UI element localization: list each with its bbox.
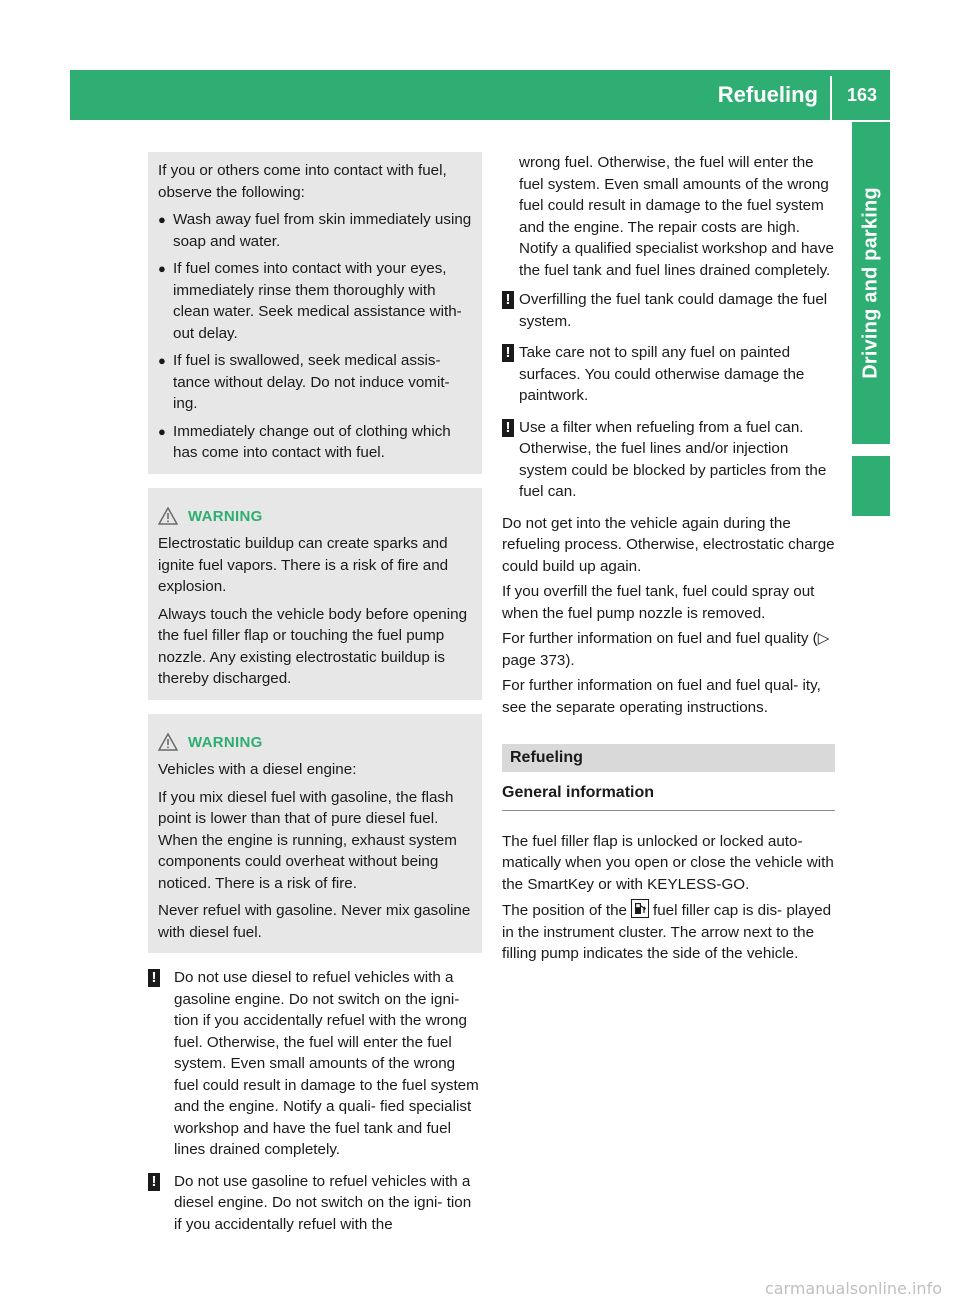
note-text: Do not use gasoline to refuel vehicles with a diesel engine. Do not switch on the igni- tion if you accidentally refuel with the [174, 1172, 472, 1233]
section-title: Refueling [502, 744, 835, 772]
list-item: ● If fuel comes into contact with your eyes, immediately rinse them thoroughly with clean water. Seek medical assistance with- out delay. [158, 260, 462, 342]
chapter-tab-label [852, 122, 890, 444]
note-overfilling [502, 289, 835, 332]
warning-heading [158, 506, 472, 528]
watermark: carmanualsonline.info [764, 1279, 942, 1298]
exclamation-icon: ! [502, 344, 514, 362]
note-text: Overfilling the fuel tank could damage the fuel system. [519, 291, 828, 330]
list-item: ● Immediately change out of clothing which has come into contact with fuel. [158, 422, 451, 461]
page-reference-link[interactable]: page 373 [502, 651, 566, 669]
bullet-icon: ● [158, 423, 166, 439]
note-diesel-in-gasoline [148, 967, 482, 1161]
warning-text: Never refuel with gasoline. Never mix gasoline with diesel fuel. [158, 902, 471, 941]
note-gasoline-in-diesel [148, 1171, 482, 1236]
warning-diesel-box [148, 714, 482, 954]
warning-title: WARNING [188, 507, 263, 525]
page-number: 163 [846, 85, 878, 105]
chapter-tab-text: Driving and parking [859, 187, 882, 379]
left-column [148, 152, 482, 1245]
fuel-contact-list [158, 209, 472, 464]
note-text: Do not use diesel to refuel vehicles with a gasoline engine. Do not switch on the igni- tion if you accidentally refuel with the wrong fuel. Otherwise, the fuel will enter the fuel system. Even small amounts of the wrong fuel could result in damage to the fuel system and the engine. Notify a quali- fied specialist workshop and have the fuel tank and fuel lines drained completely. [174, 969, 479, 1158]
header-divider [830, 76, 832, 120]
note-text: Take care not to spill any fuel on painted surfaces. You could otherwise damage the paintwork. [519, 344, 805, 404]
arrow-icon: ▷ [817, 630, 830, 647]
exclamation-icon: ! [502, 291, 514, 309]
note-text: Use a filter when refueling from a fuel can. Otherwise, the fuel lines and/or injection system could be blocked by particles from the fuel can. [519, 418, 827, 500]
bullet-icon: ● [158, 353, 166, 368]
exclamation-icon: ! [502, 419, 514, 437]
paragraph: Do not get into the vehicle again during the refueling process. Otherwise, electrostatic charge could build up again. [502, 514, 835, 575]
list-item: ● Wash away fuel from skin immediately using soap and water. [158, 211, 472, 250]
warning-heading [158, 732, 472, 754]
warning-triangle-icon [158, 507, 178, 525]
warning-text: If you mix diesel fuel with gasoline, the flash point is lower than that of pure diesel fuel. When the engine is running, exhaust system components could overheat without being noticed. There is a risk of fire. [158, 788, 457, 892]
exclamation-icon: ! [148, 969, 160, 987]
warning-electrostatic-box [148, 488, 482, 700]
fuel-pump-icon [631, 899, 649, 918]
paragraph: The fuel filler flap is unlocked or locked auto- matically when you open or close the vehicle with the SmartKey or with KEYLESS-GO. [502, 832, 834, 893]
subheading: General information [502, 782, 835, 811]
chapter-marker [852, 456, 890, 516]
note-continuation: wrong fuel. Otherwise, the fuel will enter the fuel system. Even small amounts of the wrong fuel could result in damage to the fuel system and the engine. The repair costs are high. Notify a qualified specialist workshop and have the fuel tank and fuel lines drained completely. [519, 154, 834, 279]
page-header [70, 70, 890, 120]
list-item: ● If fuel is swallowed, seek medical assis- tance without delay. Do not induce vomit- ing. [158, 352, 450, 412]
right-column [502, 152, 835, 969]
further-info-fuel-quality: For further information on fuel and fuel quality (▷ page 373). [502, 630, 830, 669]
fuel-contact-intro: If you or others come into contact with fuel, observe the following: [158, 162, 447, 201]
exclamation-icon: ! [148, 1173, 160, 1191]
warning-text: Vehicles with a diesel engine: [158, 761, 357, 778]
warning-text: Always touch the vehicle body before opening the fuel filler flap or touching the fuel pump nozzle. Any existing electrostatic buildup is thereby discharged. [158, 605, 468, 687]
paragraph-fuel-cap-position: The position of the fuel filler cap is dis- played in the instrument cluster. The arrow next to the filling pump indicates the side of the vehicle. [502, 899, 835, 965]
note-fuel-can-filter [502, 417, 835, 503]
warning-text: Electrostatic buildup can create sparks and ignite fuel vapors. There is a risk of fire and explosion. [158, 535, 449, 595]
header-title: Refueling [717, 82, 818, 107]
fuel-contact-box [148, 152, 482, 474]
note-painted-surfaces [502, 342, 835, 407]
warning-triangle-icon [158, 733, 178, 751]
paragraph: If you overfill the fuel tank, fuel could spray out when the fuel pump nozzle is removed. [502, 583, 815, 622]
warning-title: WARNING [188, 733, 263, 751]
bullet-icon: ● [158, 212, 166, 227]
bullet-icon: ● [158, 261, 166, 276]
further-info-operating-instructions: For further information on fuel and fuel qual- ity, see the separate operating instructions. [502, 677, 821, 716]
